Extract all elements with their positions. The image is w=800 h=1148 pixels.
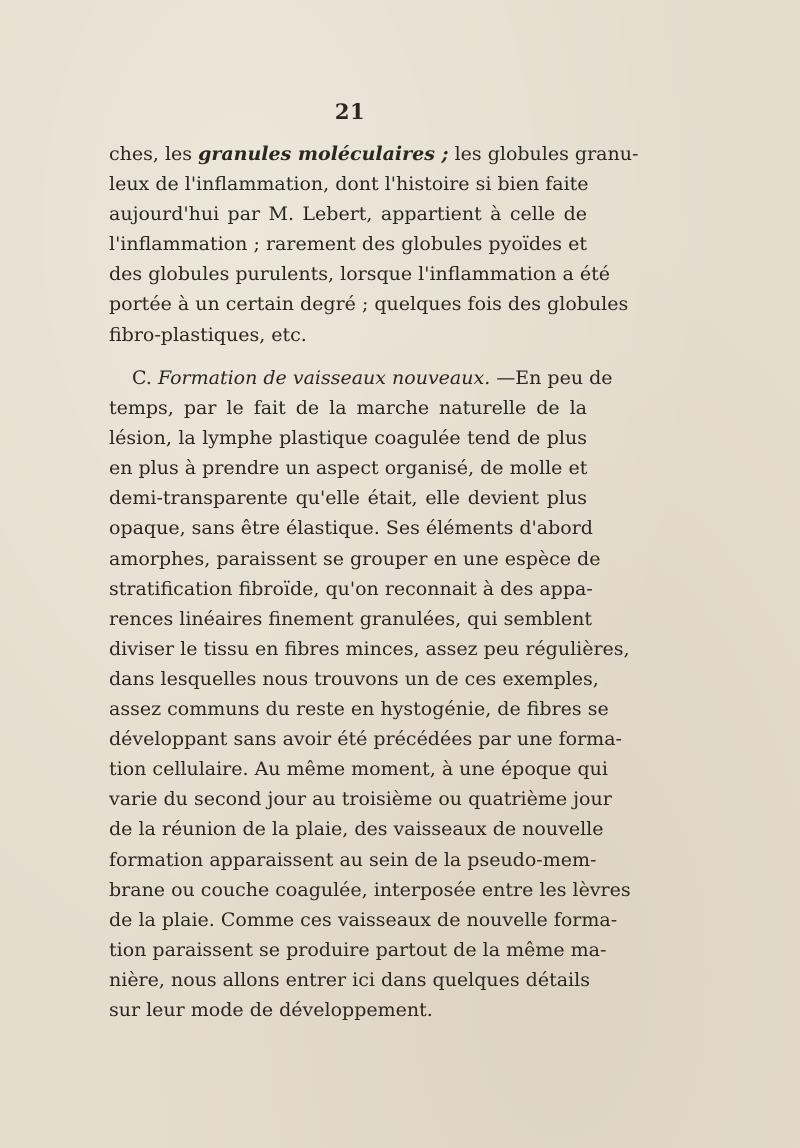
text-run: les globules granu- [448, 143, 639, 165]
text-line [109, 139, 639, 169]
text-line: de la réunion de la plaie, des vaisseaux de nouvelle [109, 818, 604, 841]
text-line: portée à un certain degré ; quelques fois des globules [109, 293, 629, 316]
text-line: rences linéaires finement granulées, qui semblent [109, 607, 593, 630]
text-line: l'inflammation ; rarement des globules pyoïdes et [109, 233, 587, 256]
emphasized-term: granules moléculaires ; [198, 143, 449, 165]
text-line: nière, nous allons entrer ici dans quelques détails [109, 968, 590, 991]
text-line: stratification fibroïde, qu'on reconnait à des appa- [109, 577, 593, 600]
text-line: de la plaie. Comme ces vaisseaux de nouvelle forma- [109, 908, 618, 931]
text-line: aujourd'hui par M. Lebert, appartient à celle de [109, 203, 587, 226]
paragraph-vessels [109, 363, 631, 1025]
page-number: 21 [334, 99, 366, 124]
text-line: développant sans avoir été précédées par une forma- [109, 728, 622, 751]
text-line: amorphes, paraissent se grouper en une espèce de [109, 547, 601, 570]
text-line: tion paraissent se produire partout de la même ma- [109, 938, 607, 961]
text-line: temps, par le fait de la marche naturelle de la [109, 397, 587, 420]
paragraph-cells [109, 139, 639, 350]
text-line: brane ou couche coagulée, interposée entre les lèvres [109, 878, 631, 901]
text-line: formation apparaissent au sein de la pseudo-mem- [109, 848, 597, 871]
text-line: sur leur mode de développement. [109, 998, 433, 1021]
text-line: opaque, sans être élastique. Ses éléments d'abord [109, 517, 593, 540]
text-line: varie du second jour au troisième ou quatrième jour [109, 788, 612, 811]
text-line: assez communs du reste en hystogénie, de fibres se [109, 698, 609, 721]
text-line: en plus à prendre un aspect organisé, de molle et [109, 457, 588, 480]
text-line: des globules purulents, lorsque l'inflammation a été [109, 263, 611, 286]
section-title: Formation de vaisseaux nouveaux. [157, 367, 491, 389]
text-line: lésion, la lymphe plastique coagulée tend de plus [109, 427, 587, 450]
text-run: —En peu de [490, 367, 613, 389]
text-run: ches, les [109, 143, 199, 165]
section-letter: C. [132, 367, 158, 389]
section-heading-line [109, 363, 613, 393]
text-line: fibro-plastiques, etc. [109, 323, 307, 346]
text-line: dans lesquelles nous trouvons un de ces exemples, [109, 667, 599, 690]
text-line: diviser le tissu en fibres minces, assez peu régulières, [109, 637, 630, 660]
text-line: leux de l'inflammation, dont l'histoire si bien faite [109, 173, 589, 196]
text-line: demi-transparente qu'elle était, elle devient plus [109, 487, 587, 510]
text-line: tion cellulaire. Au même moment, à une époque qui [109, 758, 608, 781]
